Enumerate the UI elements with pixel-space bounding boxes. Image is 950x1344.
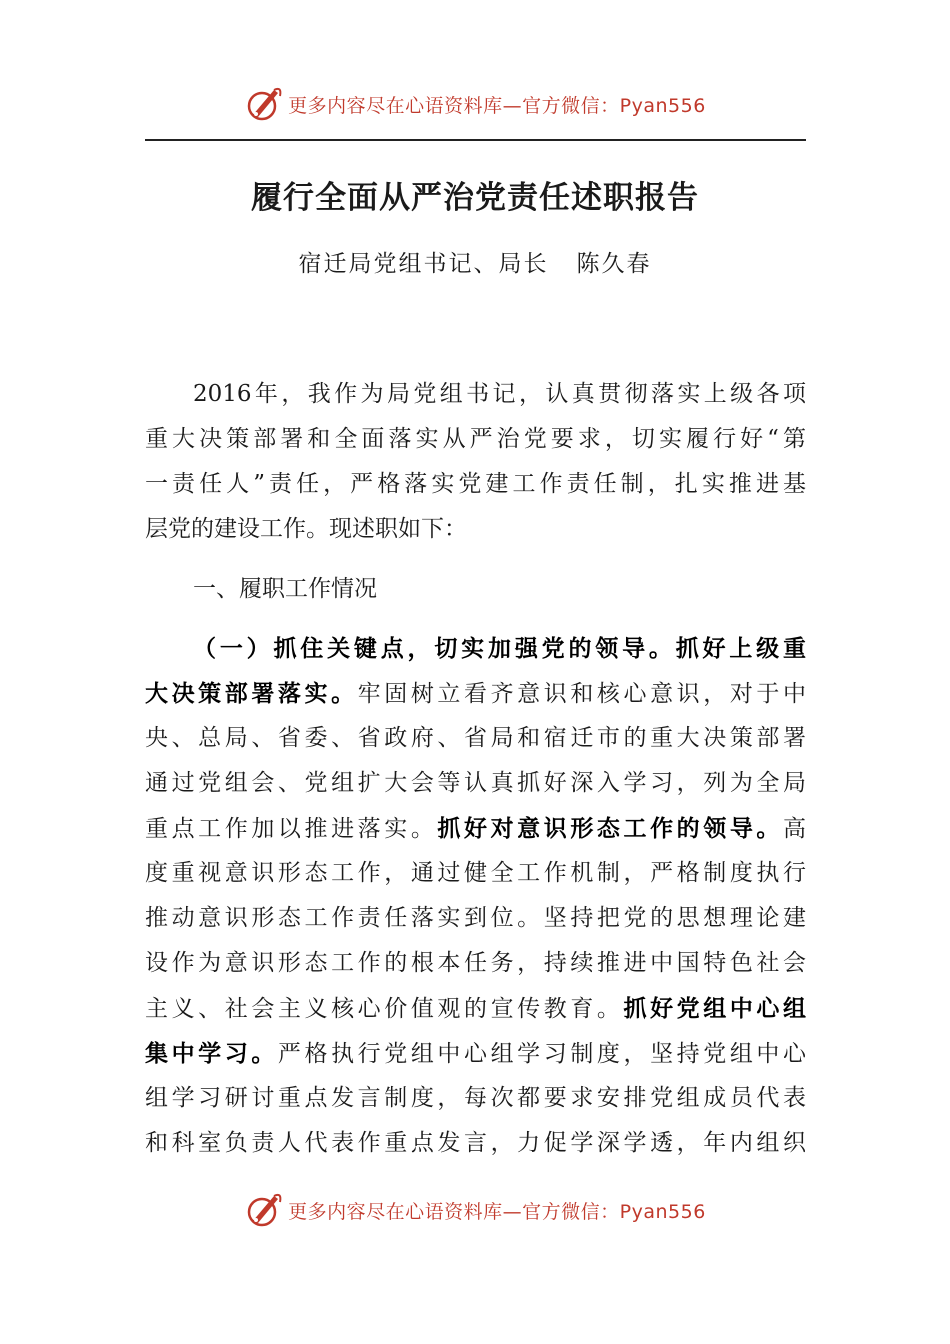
watermark-banner-top xyxy=(0,80,950,128)
paragraph-line: 集中学习。严格执行党组中心组学习制度，坚持党组中心 xyxy=(145,1040,807,1067)
paragraph-line: 重点工作加以推进落实。抓好对意识形态工作的领导。高 xyxy=(145,815,807,842)
section-heading: 一、履职工作情况 xyxy=(193,576,377,602)
quill-pen-logo-icon xyxy=(244,84,284,124)
document-title: 履行全面从严治党责任述职报告 xyxy=(251,180,699,216)
watermark-text: 更多内容尽在心语资料库—官方微信：Pyan556 xyxy=(288,1200,706,1223)
bold-run: 抓好党组中心组 xyxy=(623,995,807,1022)
author-line xyxy=(0,245,950,278)
paragraph-line xyxy=(145,626,806,671)
paragraph-line: 度重视意识形态工作，通过健全工作机制，严格制度执行 xyxy=(145,860,806,886)
quill-pen-logo-icon xyxy=(244,1190,284,1230)
paragraph-line: 层党的建设工作。现述职如下： xyxy=(145,516,467,542)
author-name: 陈久春 xyxy=(576,251,652,277)
paragraph-line: 设作为意识形态工作的根本任务，持续推进中国特色社会 xyxy=(145,950,806,976)
paragraph-line: 组学习研讨重点发言制度，每次都要求安排党组成员代表 xyxy=(145,1085,806,1111)
bold-run: （一）抓住关键点，切实加强党的领导。抓好上级重 xyxy=(193,635,806,662)
paragraph-line: 和科室负责人代表作重点发言，力促学深学透，年内组织 xyxy=(145,1130,806,1156)
paragraph-line: 重大决策部署和全面落实从严治党要求，切实履行好“第 xyxy=(145,426,806,452)
paragraph-line: 主义、社会主义核心价值观的宣传教育。抓好党组中心组 xyxy=(145,995,807,1022)
paragraph-line: 推动意识形态工作责任落实到位。坚持把党的思想理论建 xyxy=(145,905,806,931)
header-divider xyxy=(145,139,806,141)
paragraph-line: 大决策部署落实。牢固树立看齐意识和核心意识，对于中 xyxy=(145,680,807,707)
paragraph-line: 通过党组会、党组扩大会等认真抓好深入学习，列为全局 xyxy=(145,770,806,796)
watermark-text: 更多内容尽在心语资料库—官方微信：Pyan556 xyxy=(288,94,706,117)
bold-run: 集中学习。 xyxy=(145,1040,278,1067)
document-body xyxy=(145,372,806,1166)
author-role: 宿迁局党组书记、局长 xyxy=(298,251,549,277)
paragraph-line: 2016年，我作为局党组书记，认真贯彻落实上级各项 xyxy=(193,381,806,407)
bold-run: 大决策部署落实。 xyxy=(145,680,358,707)
paragraph-line: 一责任人”责任，严格落实党建工作责任制，扎实推进基 xyxy=(145,471,806,497)
watermark-banner-bottom xyxy=(0,1186,950,1234)
paragraph-line: 央、总局、省委、省政府、省局和宿迁市的重大决策部署 xyxy=(145,725,806,751)
bold-run: 抓好对意识形态工作的领导。 xyxy=(437,815,784,842)
